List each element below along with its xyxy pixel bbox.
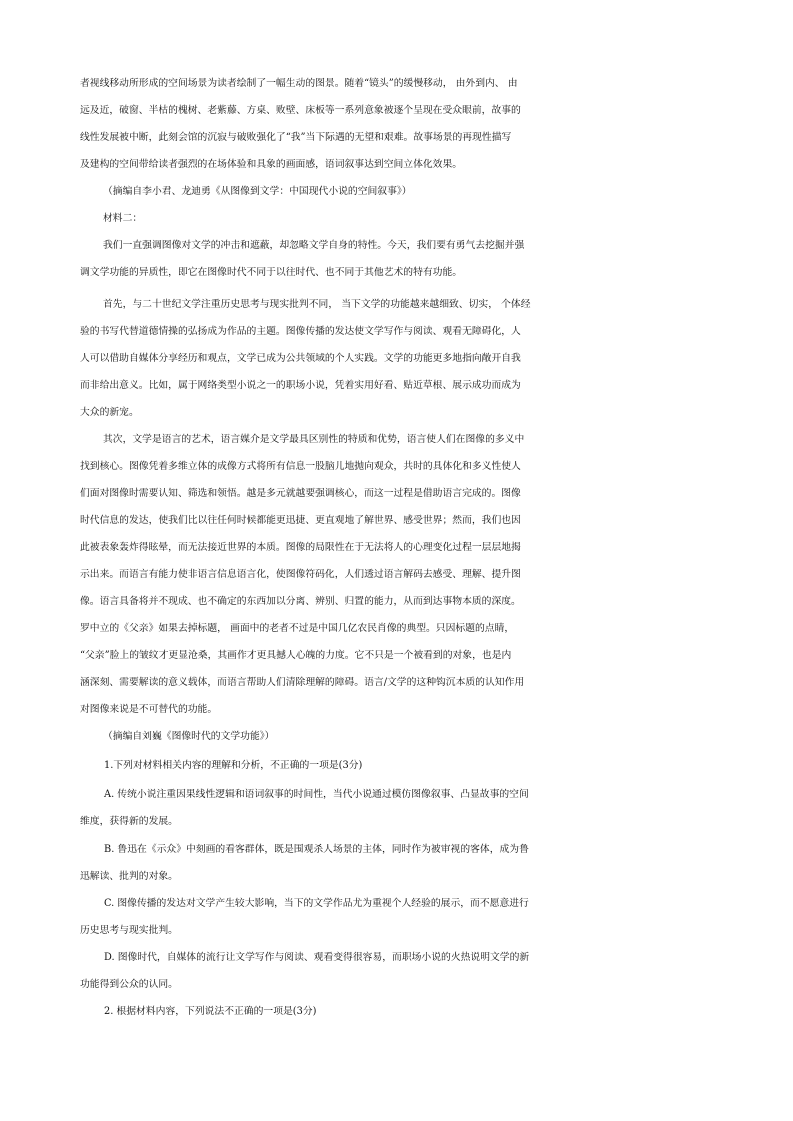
text-line: 涵深刻、需要解读的意义载体，而语言帮助人们清除理解的障碍。语言/文学的这种钩沉本质的认知作用 — [80, 677, 525, 688]
text-line: 及建构的空间带给读者强烈的在场体验和具象的画面感，语词叙事达到空间立体化效果。 — [80, 159, 463, 170]
text-line: 找到核心。图像凭着多维立体的成像方式将所有信息一股脑儿地抛向观众，共时的具体化和多义性使人 — [80, 461, 521, 472]
option-c: C. 图像传播的发达对文学产生较大影响，当下的文学作品尤为重视个人经验的展示，而不愿意进行 — [104, 898, 529, 909]
text-line: 此被表象轰炸得眩晕，而无法接近世界的本质。图像的局限性在于无法将人的心理变化过程一层层地揭 — [80, 542, 521, 553]
source-citation: （摘编自李小君、龙迪勇《从图像到文学：中国现代小说的空间叙事》） — [103, 186, 412, 197]
option-d: D. 图像时代，自媒体的流行让文学写作与阅读、观看变得很容易，而职场小说的火热说明文学的新 — [104, 952, 530, 963]
section-heading: 材料二： — [103, 213, 143, 224]
option-b-cont: 迅解读、批判的对象。 — [80, 871, 178, 882]
text-line: 验的书写代替道德情操的弘扬成为作品的主题。图像传播的发达使文学写作与阅读、观看无障碍化，人 — [80, 326, 521, 337]
text-line: 大众的新宠。 — [80, 407, 139, 418]
text-line: 罗中立的《父亲》如果去掉标题， 画面中的老者不过是中国几亿农民肖像的典型。只因标题的点睛， — [80, 623, 515, 634]
text-line: 而非给出意义。比如，属于网络类型小说之一的职场小说，凭着实用好看、贴近草根、展示成功而成为 — [80, 380, 521, 391]
text-line: 者视线移动所形成的空间场景为读者绘制了一幅生动的图景。随着“镜头”的缓慢移动， 由外到内、 由 — [80, 78, 518, 89]
option-b: B. 鲁迅在《示众》中刻画的看客群体，既是围观杀人场景的主体，同时作为被审视的客体，成为鲁 — [104, 844, 529, 855]
text-line: 远及近，破窗、半枯的槐树、老紫藤、方桌、败壁、床板等一系列意象被逐个呈现在受众眼前，故事的 — [80, 105, 521, 116]
text-line: 调文学功能的异质性，即它在图像时代不同于以往时代、也不同于其他艺术的特有功能。 — [80, 267, 463, 278]
question-1: 1.下列对材料相关内容的理解和分析，不正确的一项是(3分) — [104, 760, 363, 771]
text-line: 时代信息的发达，使我们比以往任何时候都能更迅捷、更直观地了解世界、感受世界；然而，我们也因 — [80, 515, 521, 526]
text-line: 们面对图像时需要认知、筛选和领悟。越是多元就越要强调核心，而这一过程是借助语言完成的。图像 — [80, 488, 521, 499]
option-c-cont: 历史思考与现实批判。 — [80, 925, 178, 936]
text-line: 我们一直强调图像对文学的冲击和遮蔽，却忽略文学自身的特性。今天，我们要有勇气去挖掘并强 — [103, 240, 525, 251]
question-2: 2. 根据材料内容，下列说法不正确的一项是(3分) — [104, 1006, 317, 1017]
text-line: 线性发展被中断，此刻会馆的沉寂与破败强化了“我”当下际遇的无望和艰难。故事场景的再现性描写 — [80, 132, 512, 143]
text-line: 其次，文学是语言的艺术，语言媒介是文学最具区别性的特质和优势，语言使人们在图像的多义中 — [103, 434, 525, 445]
option-a-cont: 维度，获得新的发展。 — [80, 816, 178, 827]
text-line: 像。语言具备将并不现成、也不确定的东西加以分离、辨别、归置的能力，从而到达事物本质的深度。 — [80, 596, 521, 607]
text-line: 人可以借助自媒体分享经历和观点，文学已成为公共领域的个人实践。文学的功能更多地指向敞开自我 — [80, 353, 521, 364]
text-line: 首先，与二十世纪文学注重历史思考与现实批判不同， 当下文学的功能越来越细致、切实， 个体经 — [103, 299, 531, 310]
option-d-cont: 功能得到公众的认同。 — [80, 979, 178, 990]
text-line: 对图像来说是不可替代的功能。 — [80, 704, 218, 715]
text-line: 示出来。而语言有能力使非语言信息语言化，使图像符码化，人们透过语言解码去感受、理解、提升图 — [80, 569, 521, 580]
text-line: “父亲”脸上的皱纹才更显沧桑，其画作才更具撼人心魄的力度。它不只是一个被看到的对象，也是内 — [80, 650, 512, 661]
source-citation: （摘编自刘巍《图像时代的文学功能》） — [103, 731, 275, 742]
option-a: A. 传统小说注重因果线性逻辑和语词叙事的时间性，当代小说通过模仿图像叙事、凸显故事的空间 — [104, 789, 529, 800]
